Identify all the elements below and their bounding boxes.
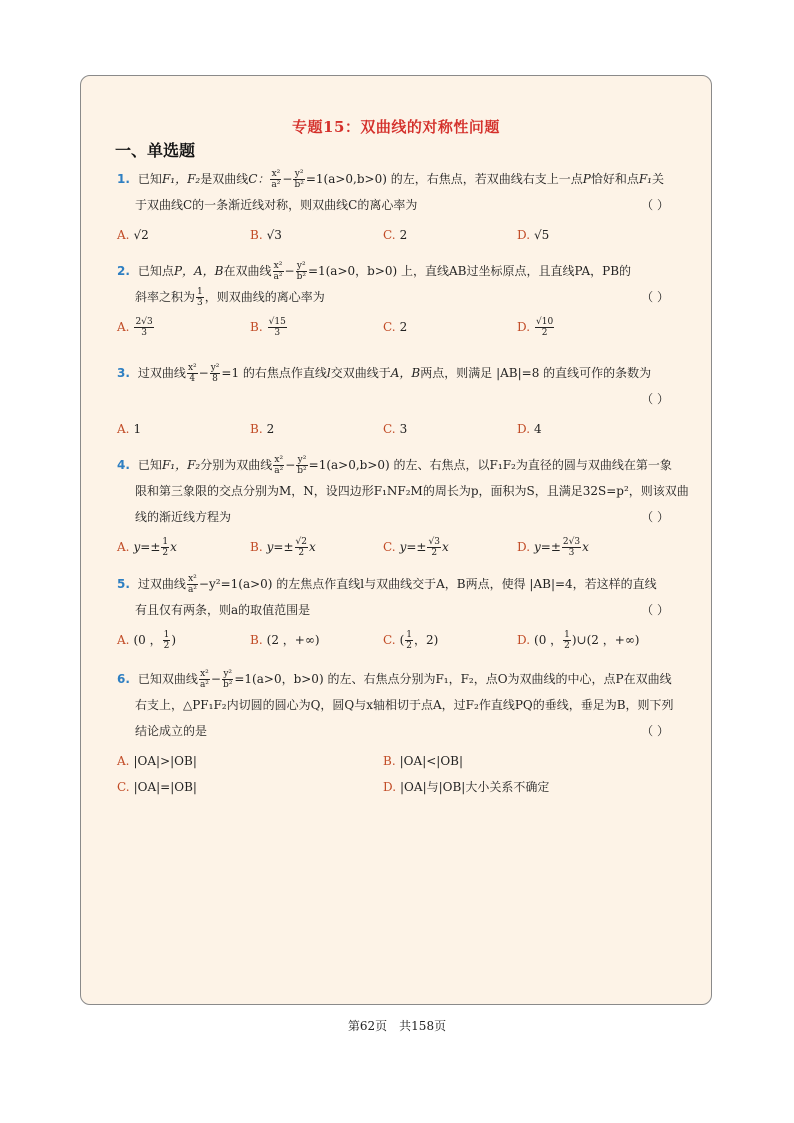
denominator: 2 — [431, 548, 438, 558]
option-c[interactable] — [383, 416, 407, 442]
denominator: 8 — [212, 374, 218, 384]
numerator: 1 — [564, 630, 570, 640]
text: 关 — [651, 172, 664, 186]
option-d[interactable] — [517, 534, 589, 560]
text: y=± — [266, 540, 294, 554]
text: ) — [171, 633, 177, 647]
text: 于双曲线C的一条渐近线对称，则双曲线C的离心率为 — [135, 198, 418, 212]
numerator: x² — [188, 574, 197, 584]
option-text: √5 — [534, 228, 550, 242]
option-label: A. — [117, 540, 130, 554]
fraction — [187, 574, 198, 595]
text: 交双曲线于 — [330, 366, 391, 380]
options — [117, 416, 697, 442]
text: =1(a>0，b>0) 上，直线AB过坐标原点，且直线PA，PB的 — [307, 264, 632, 278]
denominator: a² — [187, 585, 197, 595]
text: 线的渐近线方程为 — [135, 510, 232, 524]
question-4-line-3 — [117, 504, 697, 530]
option-b[interactable] — [250, 534, 316, 560]
option-text: 2 — [399, 228, 408, 242]
denominator: a² — [199, 680, 209, 690]
option-a[interactable] — [117, 416, 141, 442]
option-label: A. — [117, 228, 130, 242]
option-text: |OA|>|OB| — [133, 754, 197, 768]
text: − — [284, 264, 295, 278]
option-c[interactable] — [383, 534, 449, 560]
answer-paren: （ ） — [641, 392, 669, 406]
text: ，则双曲线的离心率为 — [204, 290, 325, 304]
text: 斜率之积为 — [135, 290, 196, 304]
answer-paren: （ ） — [641, 724, 669, 738]
question-4-line-1 — [117, 452, 697, 478]
question-2-line-2 — [117, 284, 697, 310]
text: 过双曲线 — [137, 366, 186, 380]
option-text: 2 — [266, 422, 275, 436]
option-text: |OA|与|OB|大小关系不确定 — [400, 780, 550, 794]
option-d[interactable] — [517, 416, 542, 442]
option-c[interactable] — [383, 314, 407, 340]
option-text: √2 — [133, 228, 149, 242]
text: 过双曲线 — [137, 577, 186, 591]
option-label: C. — [383, 540, 396, 554]
option-label: D. — [517, 633, 531, 647]
fraction — [562, 537, 581, 558]
option-a[interactable] — [117, 627, 176, 653]
fraction — [296, 455, 307, 476]
denominator: 3 — [568, 548, 575, 558]
option-c[interactable] — [383, 627, 438, 653]
numerator: √2 — [295, 537, 307, 547]
question-2 — [117, 258, 697, 340]
text: x — [441, 540, 449, 554]
page-frame — [80, 75, 712, 1005]
question-6-line-2 — [117, 692, 697, 718]
question-5 — [117, 571, 697, 653]
denominator: 2 — [541, 328, 548, 338]
options — [117, 534, 697, 560]
fraction — [268, 317, 287, 338]
fraction — [199, 669, 210, 690]
fraction — [161, 537, 169, 558]
numerator: y² — [294, 169, 304, 179]
option-label: D. — [517, 422, 531, 436]
text: − — [210, 672, 221, 686]
option-a[interactable] — [117, 314, 155, 340]
numerator: x² — [273, 261, 283, 271]
denominator: b² — [294, 180, 304, 190]
answer-paren: （ ） — [641, 603, 669, 617]
numerator: x² — [200, 669, 209, 679]
text: 在双曲线 — [223, 264, 272, 278]
option-a[interactable] — [117, 534, 177, 560]
text: (0 ， — [534, 633, 563, 647]
text: x — [582, 540, 589, 554]
option-text: 3 — [399, 422, 408, 436]
question-4 — [117, 452, 697, 560]
question-6-line-1 — [117, 666, 697, 692]
text: F₁，F₂ — [161, 172, 201, 186]
denominator: 2 — [163, 641, 170, 651]
question-number: 3. — [117, 366, 130, 380]
fraction — [535, 317, 554, 338]
fraction — [196, 287, 204, 308]
numerator: y² — [297, 455, 307, 465]
numerator: √15 — [268, 317, 286, 327]
denominator: 3 — [141, 328, 147, 338]
option-b[interactable] — [250, 416, 274, 442]
options-row-1 — [117, 748, 697, 774]
text: ( — [399, 633, 405, 647]
fraction — [222, 669, 233, 690]
text: 结论成立的是 — [135, 724, 208, 738]
text: − — [282, 172, 293, 186]
numerator: y² — [296, 261, 306, 271]
text: F₁，F₂ — [161, 458, 201, 472]
option-a[interactable] — [117, 748, 197, 774]
text: 是双曲线 — [200, 172, 249, 186]
options-row-2 — [117, 774, 697, 800]
numerator: 1 — [197, 287, 203, 297]
numerator: √3 — [428, 537, 440, 547]
fraction — [134, 317, 153, 338]
text: 已知 — [137, 172, 162, 186]
denominator: 3 — [274, 328, 281, 338]
question-1 — [117, 166, 697, 248]
fraction — [293, 169, 304, 190]
answer-paren: （ ） — [641, 290, 669, 304]
text: =1(a>0,b>0) 的左、右焦点，以F₁F₂为直径的圆与双曲线在第一象 — [308, 458, 672, 472]
question-3 — [117, 360, 697, 442]
numerator: 2√3 — [135, 317, 153, 327]
option-text: |OA|=|OB| — [133, 780, 197, 794]
option-label: C. — [383, 228, 396, 242]
question-number: 6. — [117, 672, 130, 686]
option-d[interactable] — [517, 314, 555, 340]
denominator: 3 — [197, 298, 203, 308]
fraction — [163, 630, 171, 651]
section-heading: 一、单选题 — [115, 141, 196, 160]
numerator: 1 — [162, 537, 169, 547]
text: )∪(2 ，+∞) — [571, 633, 640, 647]
question-number: 5. — [117, 577, 130, 591]
option-label: A. — [117, 754, 130, 768]
denominator: 2 — [406, 641, 412, 651]
text: =1(a>0,b>0) 的左，右焦点，若双曲线右支上一点 — [305, 172, 583, 186]
denominator: a² — [271, 180, 281, 190]
text: − — [198, 366, 209, 380]
option-label: C. — [383, 633, 396, 647]
option-label: B. — [250, 228, 263, 242]
option-label: B. — [250, 540, 263, 554]
fraction — [427, 537, 440, 558]
option-label: D. — [517, 540, 531, 554]
option-text: (2 ，+∞) — [266, 633, 320, 647]
fraction — [273, 455, 284, 476]
option-b[interactable] — [383, 748, 463, 774]
option-c[interactable] — [383, 222, 407, 248]
question-1-line-1 — [117, 166, 697, 192]
option-label: C. — [383, 320, 396, 334]
option-label: D. — [383, 780, 397, 794]
page-title: 专题15：双曲线的对称性问题 — [292, 118, 500, 136]
question-3-line-1 — [117, 360, 697, 386]
text: 限和第三象限的交点分别为M，N，设四边形F₁NF₂M的周长为p，面积为S，且满足32S=p²，则该双曲 — [135, 484, 689, 498]
question-2-line-1 — [117, 258, 697, 284]
numerator: 1 — [406, 630, 412, 640]
option-label: B. — [250, 320, 263, 334]
option-text: √3 — [266, 228, 282, 242]
text: =1 的右焦点作直线 — [221, 366, 327, 380]
text: x — [309, 540, 316, 554]
option-d[interactable] — [517, 222, 549, 248]
question-5-line-2 — [117, 597, 697, 623]
fraction — [210, 363, 221, 384]
options — [117, 627, 697, 653]
denominator: b² — [222, 680, 233, 690]
question-4-line-2 — [117, 478, 697, 504]
denominator: b² — [296, 272, 306, 282]
fraction — [296, 261, 307, 282]
option-label: A. — [117, 422, 130, 436]
denominator: b² — [297, 466, 307, 476]
option-b[interactable] — [250, 627, 320, 653]
text: x — [170, 540, 177, 554]
options — [117, 222, 697, 248]
text: 恰好和点 — [590, 172, 639, 186]
text: 分别为双曲线 — [200, 458, 273, 472]
question-number: 2. — [117, 264, 130, 278]
option-text: 1 — [133, 422, 142, 436]
denominator: a² — [273, 272, 283, 282]
numerator: y² — [223, 669, 233, 679]
text: 两点，则满足 |AB|=8 的直线可作的条数为 — [420, 366, 652, 380]
option-label: D. — [517, 320, 531, 334]
answer-paren: （ ） — [641, 510, 669, 524]
question-number: 1. — [117, 172, 130, 186]
option-label: D. — [517, 228, 531, 242]
text: − — [285, 458, 296, 472]
text: 已知点 — [137, 264, 174, 278]
option-text: |OA|<|OB| — [399, 754, 464, 768]
fraction — [295, 537, 308, 558]
denominator: 2 — [564, 641, 570, 651]
option-b[interactable] — [250, 222, 282, 248]
page-footer: 第62页 共158页 — [347, 1019, 447, 1033]
option-label: B. — [383, 754, 396, 768]
numerator: √10 — [536, 317, 554, 327]
text: −y²=1(a>0) 的左焦点作直线l与双曲线交于A，B两点，使得 |AB|=4，若这样的直线 — [198, 577, 657, 591]
text: A，B — [390, 366, 421, 380]
fraction — [405, 630, 413, 651]
text: y=± — [133, 540, 161, 554]
option-c[interactable] — [117, 774, 197, 800]
text: 已知 — [137, 458, 162, 472]
fraction — [187, 363, 198, 384]
option-d[interactable] — [383, 774, 549, 800]
option-d[interactable] — [517, 627, 640, 653]
text: P — [582, 172, 591, 186]
answer-paren: （ ） — [641, 198, 669, 212]
question-3-line-2 — [117, 386, 697, 412]
numerator: y² — [210, 363, 220, 373]
numerator: 2√3 — [562, 537, 581, 547]
option-label: B. — [250, 422, 263, 436]
denominator: 2 — [162, 548, 169, 558]
option-text: 4 — [534, 422, 542, 436]
option-label: B. — [250, 633, 263, 647]
numerator: x² — [187, 363, 197, 373]
options — [117, 314, 697, 340]
question-number: 4. — [117, 458, 130, 472]
option-a[interactable] — [117, 222, 149, 248]
text: C： — [248, 172, 270, 186]
text: 右支上，△PF₁F₂内切圆的圆心为Q，圆Q与x轴相切于点A，过F₂作直线PQ的垂线，垂足为B，则下列 — [135, 698, 674, 712]
fraction — [270, 169, 281, 190]
option-label: A. — [117, 320, 130, 334]
text: l — [326, 366, 331, 380]
text: =1(a>0，b>0) 的左、右焦点分别为F₁，F₂，点O为双曲线的中心，点P在双曲线 — [234, 672, 672, 686]
denominator: 4 — [189, 374, 196, 384]
option-label: A. — [117, 633, 130, 647]
question-6 — [117, 666, 697, 800]
question-1-line-2 — [117, 192, 697, 218]
numerator: x² — [274, 455, 284, 465]
text: y=± — [399, 540, 427, 554]
text: (0 ， — [133, 633, 162, 647]
text: P，A，B — [173, 264, 224, 278]
option-text: 2 — [399, 320, 408, 334]
text: 有且仅有两条，则a的取值范围是 — [135, 603, 311, 617]
fraction — [273, 261, 284, 282]
text: ，2) — [414, 633, 439, 647]
denominator: a² — [274, 466, 284, 476]
fraction — [563, 630, 571, 651]
question-5-line-1 — [117, 571, 697, 597]
text: y=± — [534, 540, 561, 554]
numerator: x² — [271, 169, 281, 179]
option-label: C. — [383, 422, 396, 436]
text: F₁ — [638, 172, 652, 186]
text: 已知双曲线 — [137, 672, 198, 686]
numerator: 1 — [163, 630, 170, 640]
option-label: C. — [117, 780, 130, 794]
option-b[interactable] — [250, 314, 288, 340]
denominator: 2 — [298, 548, 305, 558]
question-6-line-3 — [117, 718, 697, 744]
